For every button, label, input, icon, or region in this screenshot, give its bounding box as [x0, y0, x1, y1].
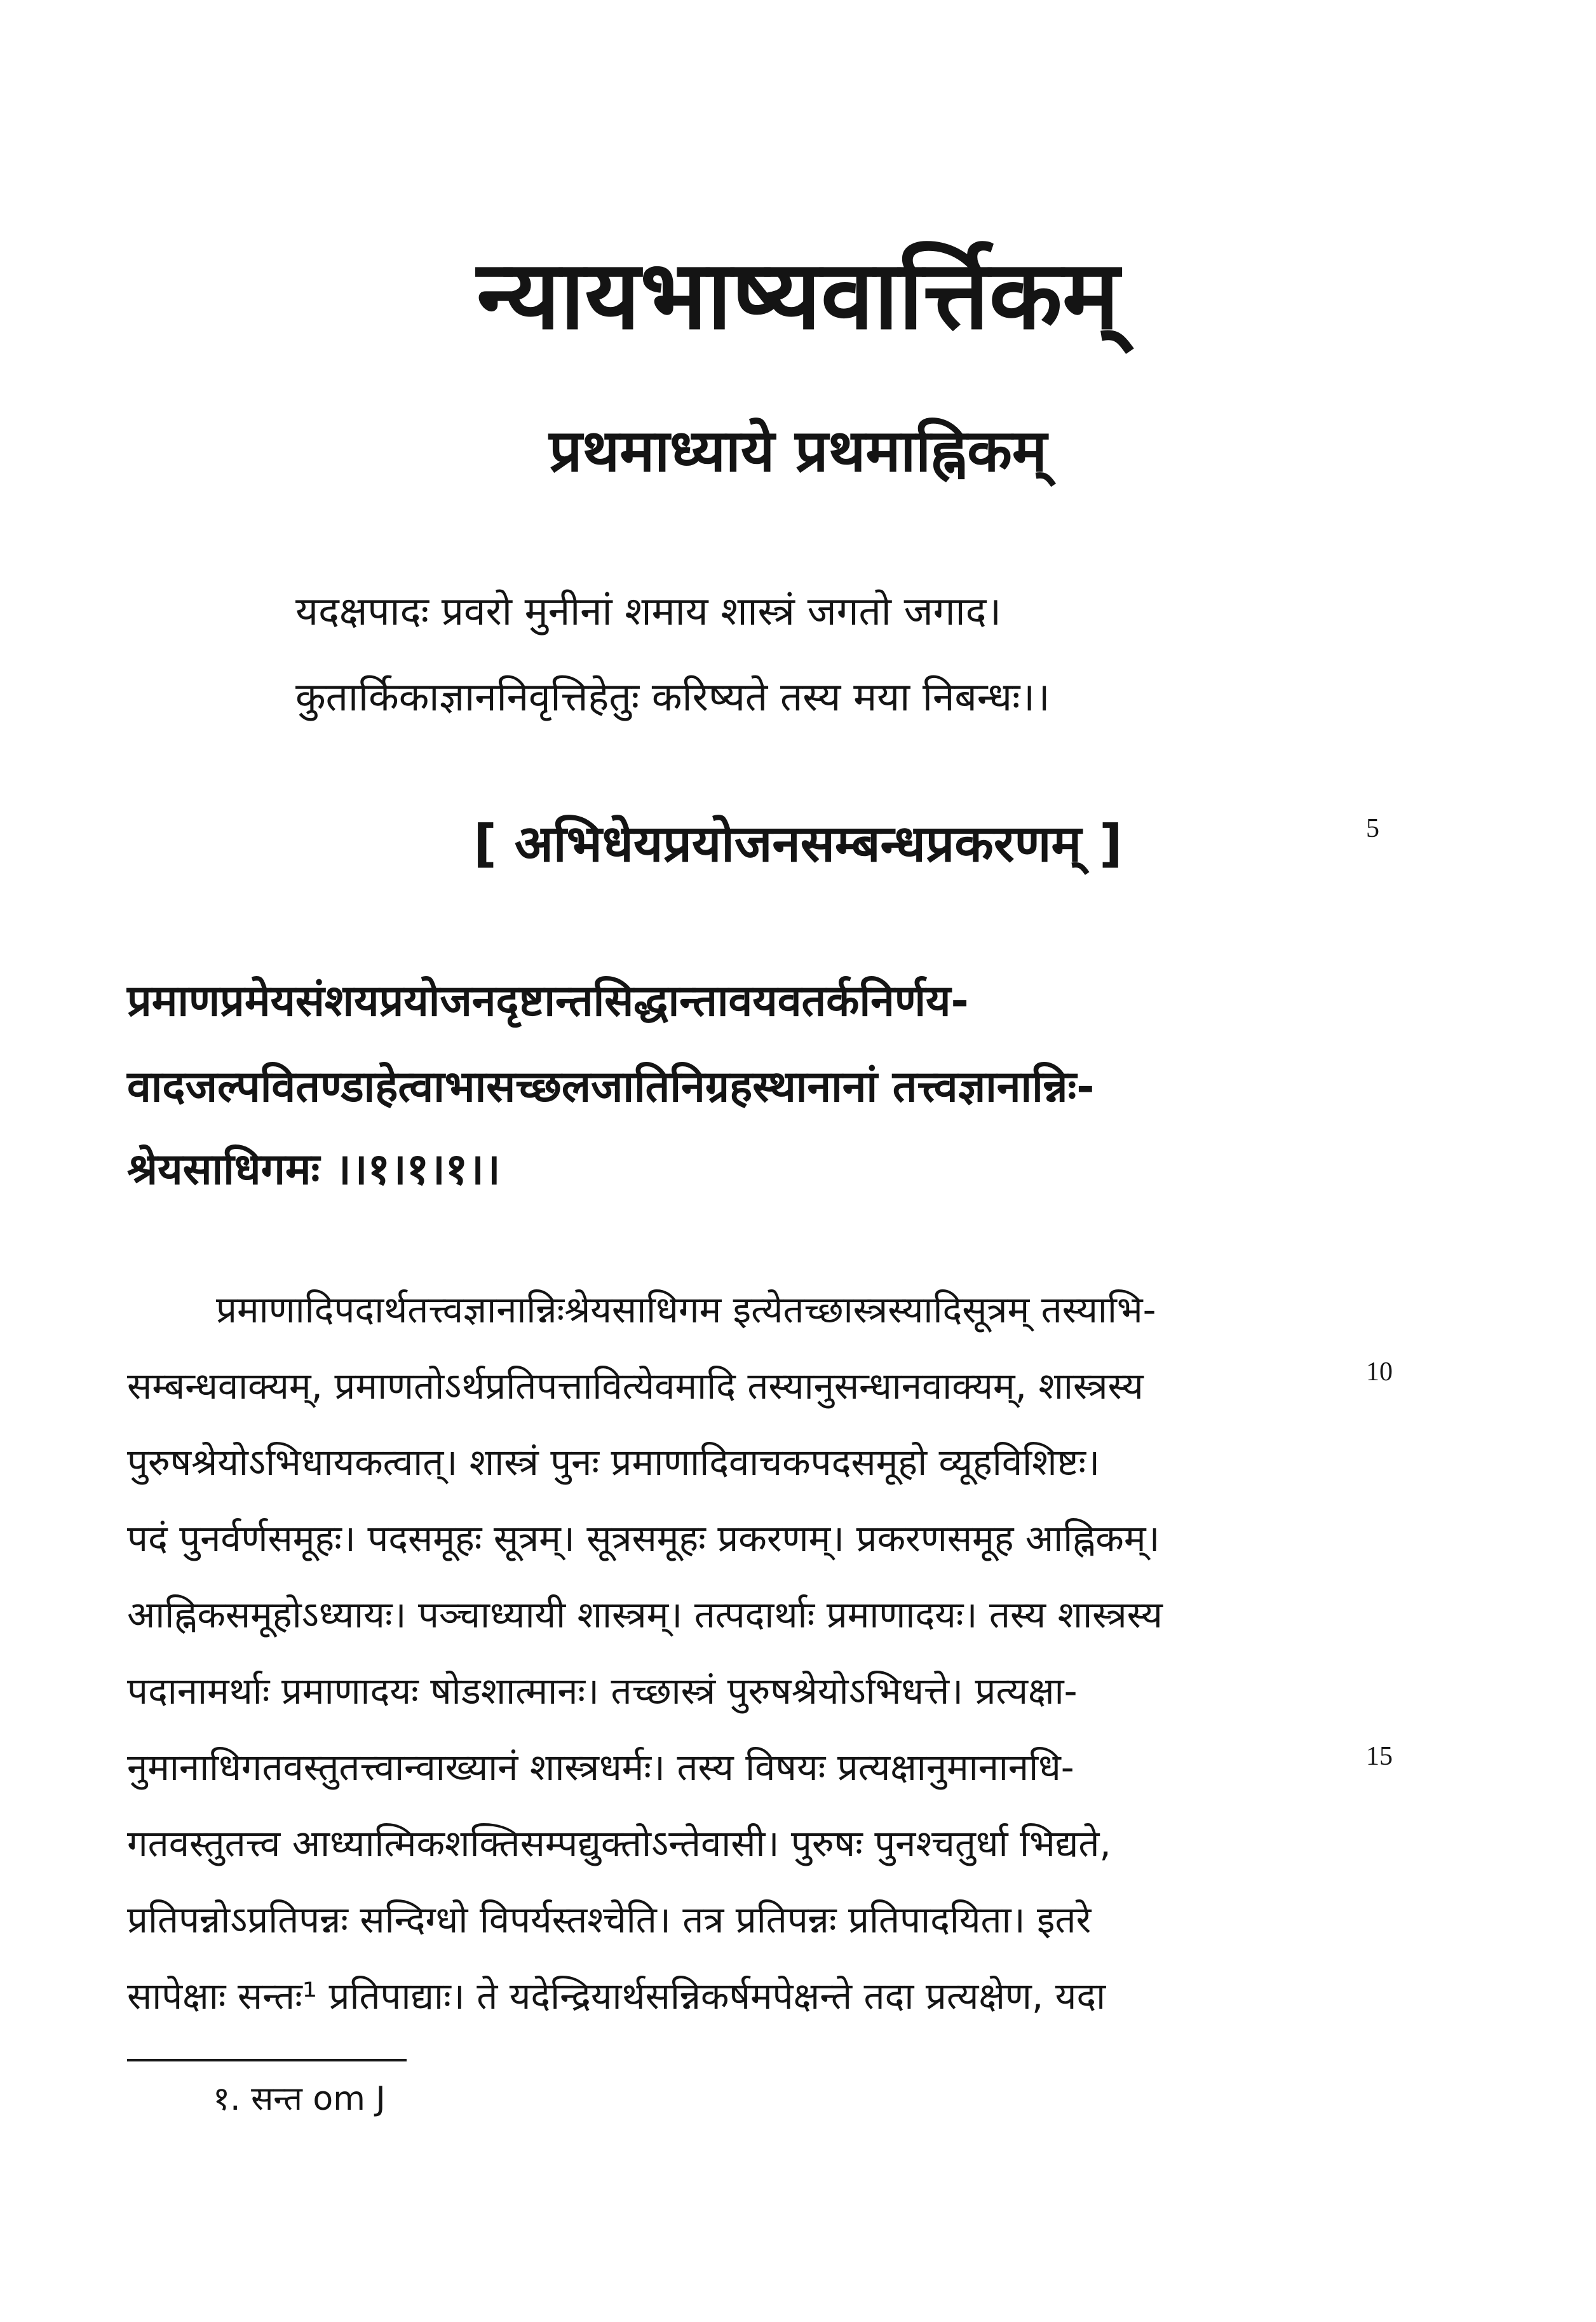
body-line: सम्बन्धवाक्यम्, प्रमाणतोऽर्थप्रतिपत्तावित्येवमादि तस्यानुसन्धानवाक्यम्, शास्त्रस्य — [127, 1364, 1144, 1408]
section-heading: [ अभिधेयप्रयोजनसम्बन्धप्रकरणम् ] — [473, 814, 1123, 873]
page-title: न्यायभाष्यवार्त्तिकम् — [477, 240, 1119, 351]
verse-line: यदक्षपादः प्रवरो मुनीनां शमाय शास्त्रं जगतो जगाद। — [295, 588, 1001, 634]
chapter-subtitle: प्रथमाध्याये प्रथमाह्निकम् — [549, 417, 1047, 485]
footnote-rule — [127, 2059, 407, 2061]
body-line: प्रमाणादिपदार्थतत्त्वज्ञानान्निःश्रेयसाधिगम इत्येतच्छास्त्रस्यादिसूत्रम् तस्याभि- — [216, 1288, 1156, 1331]
body-line: पुरुषश्रेयोऽभिधायकत्वात्। शास्त्रं पुनः प्रमाणादिवाचकपदसमूहो व्यूहविशिष्टः। — [127, 1441, 1100, 1484]
sutra-line: प्रमाणप्रमेयसंशयप्रयोजनदृष्टान्तसिद्धान्तावयवतर्कनिर्णय- — [127, 976, 969, 1026]
body-line: गतवस्तुतत्त्व आध्यात्मिकशक्तिसम्पद्युक्तोऽन्तेवासी। पुरुषः पुनश्चतुर्धा भिद्यते, — [127, 1822, 1111, 1865]
body-line: आह्निकसमूहोऽध्यायः। पञ्चाध्यायी शास्त्रम्। तत्पदार्थाः प्रमाणादयः। तस्य शास्त्रस्य — [127, 1593, 1163, 1636]
line-number: 10 — [1366, 1357, 1393, 1387]
body-line: नुमानाधिगतवस्तुतत्त्वान्वाख्यानं शास्त्रधर्मः। तस्य विषयः प्रत्यक्षानुमानानधि- — [127, 1746, 1074, 1789]
body-line: प्रतिपन्नोऽप्रतिपन्नः सन्दिग्धो विपर्यस्तश्चेति। तत्र प्रतिपन्नः प्रतिपादयिता। इतरे — [127, 1898, 1092, 1941]
body-line: पदं पुनर्वर्णसमूहः। पदसमूहः सूत्रम्। सूत्रसमूहः प्रकरणम्। प्रकरणसमूह आह्निकम्। — [127, 1517, 1160, 1560]
body-line: पदानामर्थाः प्रमाणादयः षोडशात्मानः। तच्छास्त्रं पुरुषश्रेयोऽभिधत्ते। प्रत्यक्षा- — [127, 1669, 1078, 1713]
body-line: सापेक्षाः सन्तः¹ प्रतिपाद्याः। ते यदेन्द्रियार्थसन्निकर्षमपेक्षन्ते तदा प्रत्यक्षेण, यदा — [127, 1974, 1106, 2018]
line-number: 5 — [1366, 814, 1379, 843]
line-number: 15 — [1366, 1742, 1393, 1771]
sutra-line: श्रेयसाधिगमः ।।१।१।१।। — [127, 1144, 501, 1195]
verse-line: कुतार्किकाज्ञाननिवृत्तिहेतुः करिष्यते तस्य मया निबन्धः।। — [295, 674, 1050, 720]
sutra-line: वादजल्पवितण्डाहेत्वाभासच्छलजातिनिग्रहस्थानानां तत्त्वज्ञानान्निः- — [127, 1062, 1095, 1112]
footnote: १. सन्त om J — [213, 2080, 386, 2118]
